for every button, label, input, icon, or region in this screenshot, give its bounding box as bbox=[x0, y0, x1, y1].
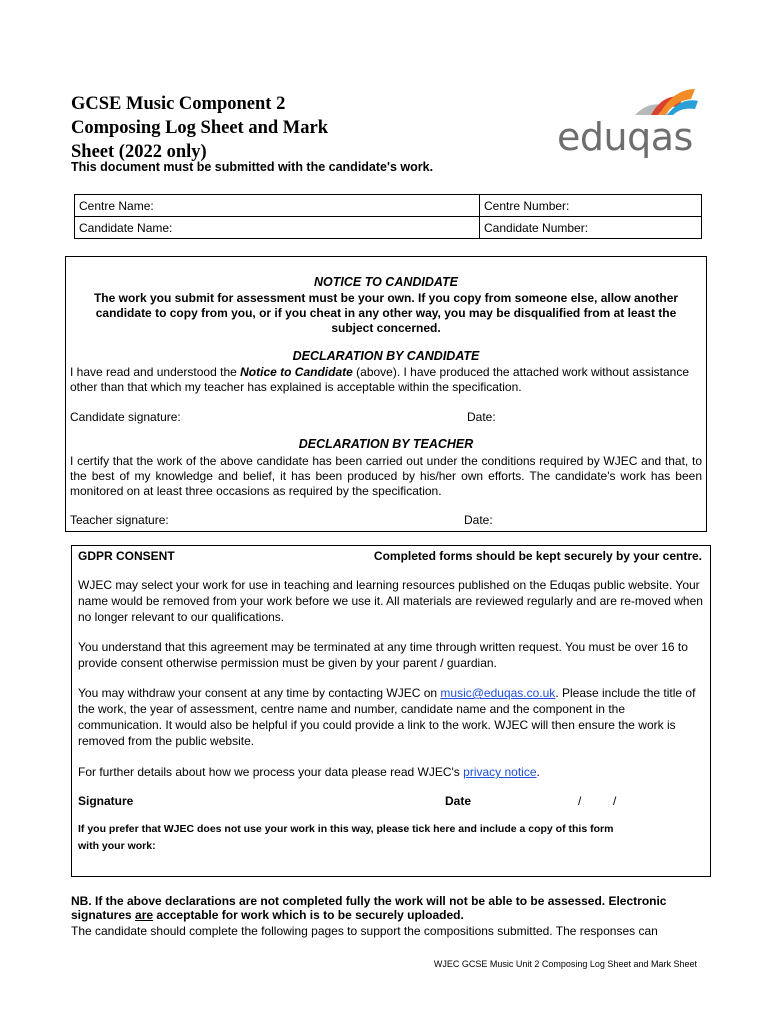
eduqas-logo bbox=[555, 85, 700, 165]
date-slash-1: / bbox=[578, 794, 582, 808]
p4-post: . bbox=[536, 765, 540, 779]
nb-2-pre: signatures bbox=[71, 908, 136, 922]
document-title bbox=[71, 92, 328, 164]
gdpr-consent-box bbox=[71, 545, 711, 877]
tick-text-line-2[interactable]: with your work: bbox=[78, 840, 156, 852]
tick-instruction bbox=[78, 821, 704, 855]
nb-2-post: acceptable for work which is to be securely uploaded. bbox=[153, 908, 464, 922]
candidate-text-em: Notice to Candidate bbox=[240, 365, 353, 379]
gdpr-date-label[interactable]: Date bbox=[445, 794, 472, 808]
candidate-signature-label[interactable]: Candidate signature: bbox=[70, 410, 181, 424]
tick-text-line-1: If you prefer that WJEC does not use your work in this way, please tick here and include a copy of this form bbox=[78, 823, 614, 835]
page-footer: WJEC GCSE Music Unit 2 Composing Log Sheet and Mark Sheet bbox=[433, 959, 697, 969]
declarations-box bbox=[65, 256, 707, 532]
title-line-3: Sheet (2022 only) bbox=[71, 142, 207, 162]
centre-number-cell[interactable]: Centre Number: bbox=[480, 195, 702, 217]
table-row bbox=[75, 217, 702, 239]
candidate-date-label[interactable]: Date: bbox=[467, 410, 496, 424]
logo-text: eduqas bbox=[557, 115, 693, 159]
candidate-number-cell[interactable]: Candidate Number: bbox=[480, 217, 702, 239]
gdpr-heading: GDPR CONSENT bbox=[78, 549, 175, 563]
p3-pre: You may withdraw your consent at any time by contacting WJEC on bbox=[78, 686, 441, 700]
candidate-text-post: (above). I have produced the attached work without assistance other than that which my teacher has explained is acceptable within the specification. bbox=[70, 365, 690, 394]
p4-pre: For further details about how we process your data please read WJEC's bbox=[78, 765, 464, 779]
notice-heading: NOTICE TO CANDIDATE bbox=[314, 275, 458, 289]
table-row bbox=[75, 195, 702, 217]
candidate-declaration-heading: DECLARATION BY CANDIDATE bbox=[292, 349, 480, 363]
p3-post: . Please include the title of the work, the year of assessment, centre name and number, candidate name and the component in the communication. It would also be helpful if you could provide a link to the work. WJEC will then ensure the work is removed from the public website. bbox=[78, 686, 696, 748]
teacher-declaration-text: I certify that the work of the above candidate has been carried out under the conditions required by WJEC and that, to the best of my knowledge and belief, it has been produced by his/her own efforts. The candidate's work has been monitored on at least three occasions as required by the specification. bbox=[70, 454, 702, 498]
notice-text: The work you submit for assessment must be your own. If you copy from someone else, allow another candidate to copy from you, or if you cheat in any other way, you may be disqualified from at least the subject concerned. bbox=[93, 291, 679, 335]
teacher-declaration-heading: DECLARATION BY TEACHER bbox=[298, 437, 474, 451]
subtitle: This document must be submitted with the candidate's work. bbox=[71, 160, 434, 174]
nb-line-1: NB. If the above declarations are not completed fully the work will not be able to be assessed. Electronic bbox=[71, 894, 667, 908]
title-line-1: GCSE Music Component 2 bbox=[71, 94, 286, 114]
gdpr-paragraph-2: You understand that this agreement may be terminated at any time through written request. You must be over 16 to provide consent otherwise permission must be given by your parent / guardian. bbox=[78, 640, 688, 670]
gdpr-paragraph-4 bbox=[78, 764, 704, 780]
email-link[interactable]: music@eduqas.co.uk bbox=[440, 686, 556, 700]
date-slash-2: / bbox=[613, 794, 617, 808]
gdpr-heading-right: Completed forms should be kept securely by your centre. bbox=[373, 549, 702, 563]
privacy-notice-link[interactable]: privacy notice bbox=[463, 765, 537, 779]
nb-2-em: are bbox=[135, 908, 154, 922]
gdpr-signature-label[interactable]: Signature bbox=[78, 794, 134, 808]
title-line-2: Composing Log Sheet and Mark bbox=[71, 118, 328, 138]
gdpr-paragraph-1: WJEC may select your work for use in teaching and learning resources published on the Eduqas public website. Your name would be removed from your work before we use it. All materials are reviewed regularly and are re-moved when no longer relevant to our qualifications. bbox=[78, 578, 703, 624]
candidate-text-pre: I have read and understood the bbox=[70, 365, 241, 379]
centre-name-cell[interactable]: Centre Name: bbox=[75, 195, 480, 217]
candidate-name-cell[interactable]: Candidate Name: bbox=[75, 217, 480, 239]
candidate-info-table bbox=[74, 194, 702, 239]
teacher-signature-label[interactable]: Teacher signature: bbox=[70, 513, 169, 527]
teacher-date-label[interactable]: Date: bbox=[464, 513, 493, 527]
candidate-declaration-text bbox=[70, 365, 700, 395]
gdpr-paragraph-3 bbox=[78, 685, 704, 749]
continuation-text: The candidate should complete the following pages to support the compositions submitted. The responses can bbox=[71, 924, 658, 938]
nb-line-2 bbox=[71, 908, 464, 923]
